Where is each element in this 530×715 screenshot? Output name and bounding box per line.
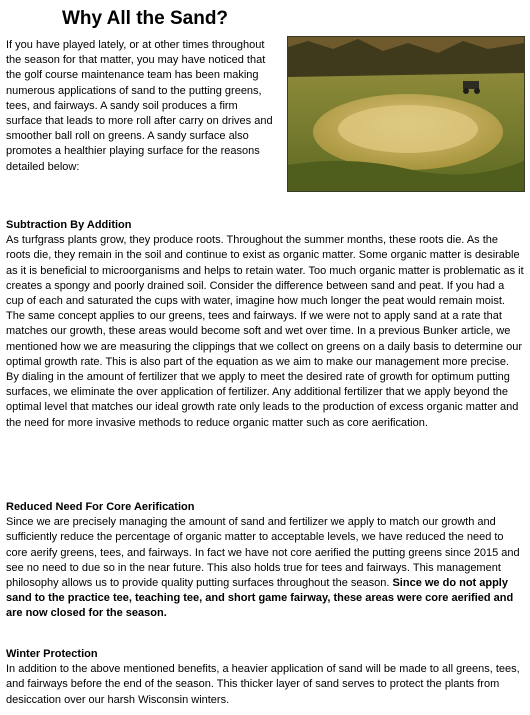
golf-green-photo: [287, 36, 525, 192]
article-title: Why All the Sand?: [61, 8, 229, 29]
section-reduced-core-aerification: [6, 500, 524, 622]
section-subtraction-by-addition: [6, 218, 524, 431]
section-heading: Reduced Need For Core Aerification: [6, 501, 195, 513]
section-heading: Winter Protection: [6, 648, 98, 660]
intro-paragraph: If you have played lately, or at other times throughout the season for that matter, you may have noticed that the golf course maintenance team has been making numerous applications of sand to the putting greens, tees, and fairways. A sandy soil produces a firm surface that leads to more roll after carry on drives and smoother ball roll on greens. A sandy surface also promotes a healthier playing surface for the reasons detailed below:: [6, 39, 273, 173]
section-body-text: Since we are precisely managing the amount of sand and fertilizer we apply to match our growth and sufficiently reduce the percentage of organic matter to acceptable levels, we have reduced the need to core aerify greens, tees, and fairways. In fact we have not core aerified the putting greens since 2015 and see no need to due so in the near future. This also holds true for tees and fairways. This management philosophy allows us to provide quality putting surfaces throughout the season.: [6, 516, 520, 590]
section-heading: Subtraction By Addition: [6, 219, 132, 231]
section-body: In addition to the above mentioned benefits, a heavier application of sand will be made to all greens, tees, and fairways before the end of the season. This thicker layer of sand serves to protect the plants from desiccation over our harsh Wisconsin winters.: [6, 663, 520, 706]
closure-notice: Since we do not apply sand to the practice tee, teaching tee, and short game fairway, these areas were core aerified and are now closed for the season.: [6, 577, 514, 620]
section-body: [6, 515, 524, 621]
section-body: As turfgrass plants grow, they produce roots. Throughout the summer months, these roots die. As the roots die, they remain in the soil and continue to exist as organic matter. Some organic matter is desirable as it is beneficial to microorganisms and helps to retain water. Too much organic matter is problematic as it creates a spongy and poorly drained soil. Consider the difference between sand and peat. If you had a cup of each and saturated the cups with water, imagine how much longer the peat would remain moist. The same concept applies to our greens, tees and fairways. If we were not to apply sand at a rate that matches our growth, these areas would become soft and wet over time. In a previous Bunker article, we mentioned how we are measuring the clippings that we collect on greens on a daily basis to determine our optimal growth rate. This is also part of the equation as we aim to make our management more precise. By dialing in the amount of fertilizer that we apply to meet the desired rate of growth for optimum putting surfaces, we eliminate the over application of fertilizer. Any additional fertilizer that we apply beyond the optimal level that matches our ideal growth rate only leads to the production of excess organic matter and the need for more invasive methods to reduce organic matter such as core aerification.: [6, 234, 524, 429]
section-winter-protection: [6, 647, 524, 708]
